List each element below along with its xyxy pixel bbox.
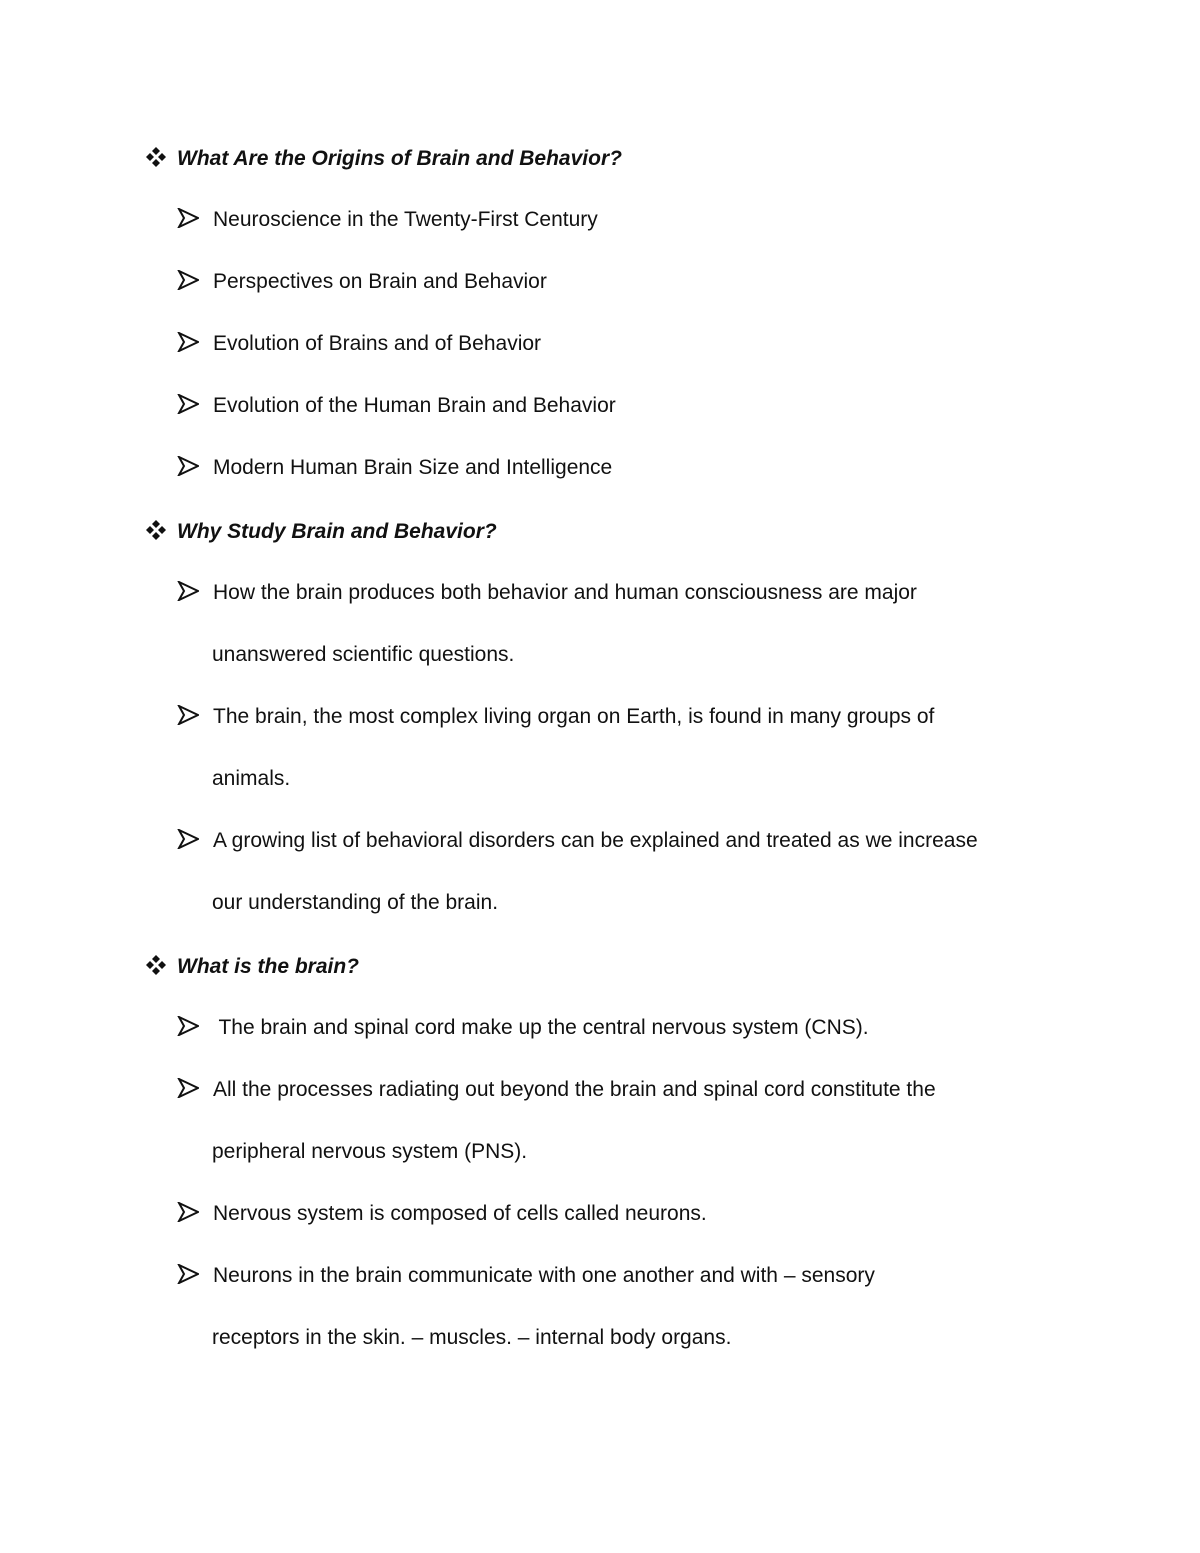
arrowhead-bullet-icon [177, 1078, 199, 1098]
list-item-text: All the processes radiating out beyond the brain and spinal cord constitute the [213, 1078, 936, 1101]
list-item-text: Nervous system is composed of cells called neurons. [213, 1202, 707, 1225]
section-heading [145, 519, 497, 544]
list-item-text: Modern Human Brain Size and Intelligence [213, 456, 613, 479]
section-heading-text: What is the brain? [177, 955, 360, 978]
list-item-text: Neurons in the brain communicate with one another and with – sensory [213, 1264, 875, 1287]
list-item [177, 829, 978, 853]
list-item [177, 1264, 875, 1288]
list-item-continuation: unanswered scientific questions. [212, 643, 515, 666]
list-item [177, 1016, 869, 1040]
list-item [177, 1202, 707, 1226]
list-item-continuation: receptors in the skin. – muscles. – internal body organs. [212, 1326, 732, 1349]
list-item-continuation: peripheral nervous system (PNS). [212, 1140, 528, 1163]
arrowhead-bullet-icon [177, 208, 199, 228]
arrowhead-bullet-icon [177, 1202, 199, 1222]
list-item [177, 1078, 936, 1102]
list-item-text: The brain and spinal cord make up the central nervous system (CNS). [213, 1016, 869, 1039]
arrowhead-bullet-icon [177, 1264, 199, 1284]
arrowhead-bullet-icon [177, 456, 199, 476]
arrowhead-bullet-icon [177, 332, 199, 352]
list-item-text: Neuroscience in the Twenty-First Century [213, 208, 598, 231]
list-item [177, 332, 541, 356]
list-item-text: Evolution of Brains and of Behavior [213, 332, 542, 355]
arrowhead-bullet-icon [177, 705, 199, 725]
list-item-text: Evolution of the Human Brain and Behavior [213, 394, 616, 417]
section-heading [145, 954, 359, 979]
list-item [177, 208, 598, 232]
list-item [177, 394, 616, 418]
list-item-text: Perspectives on Brain and Behavior [213, 270, 547, 293]
arrowhead-bullet-icon [177, 581, 199, 601]
four-diamond-bullet-icon [145, 146, 167, 168]
section-heading [145, 146, 622, 171]
section-heading-text: What Are the Origins of Brain and Behavior? [177, 147, 622, 170]
section-heading-text: Why Study Brain and Behavior? [177, 520, 497, 543]
arrowhead-bullet-icon [177, 1016, 199, 1036]
arrowhead-bullet-icon [177, 394, 199, 414]
four-diamond-bullet-icon [145, 954, 167, 976]
list-item [177, 270, 547, 294]
list-item [177, 705, 934, 729]
list-item [177, 581, 917, 605]
list-item-text: A growing list of behavioral disorders can be explained and treated as we increase [213, 829, 978, 852]
four-diamond-bullet-icon [145, 519, 167, 541]
list-item-text: The brain, the most complex living organ on Earth, is found in many groups of [213, 705, 935, 728]
list-item-text: How the brain produces both behavior and human consciousness are major [213, 581, 917, 604]
list-item [177, 456, 612, 480]
arrowhead-bullet-icon [177, 829, 199, 849]
list-item-continuation: our understanding of the brain. [212, 891, 499, 914]
arrowhead-bullet-icon [177, 270, 199, 290]
list-item-continuation: animals. [212, 767, 291, 790]
